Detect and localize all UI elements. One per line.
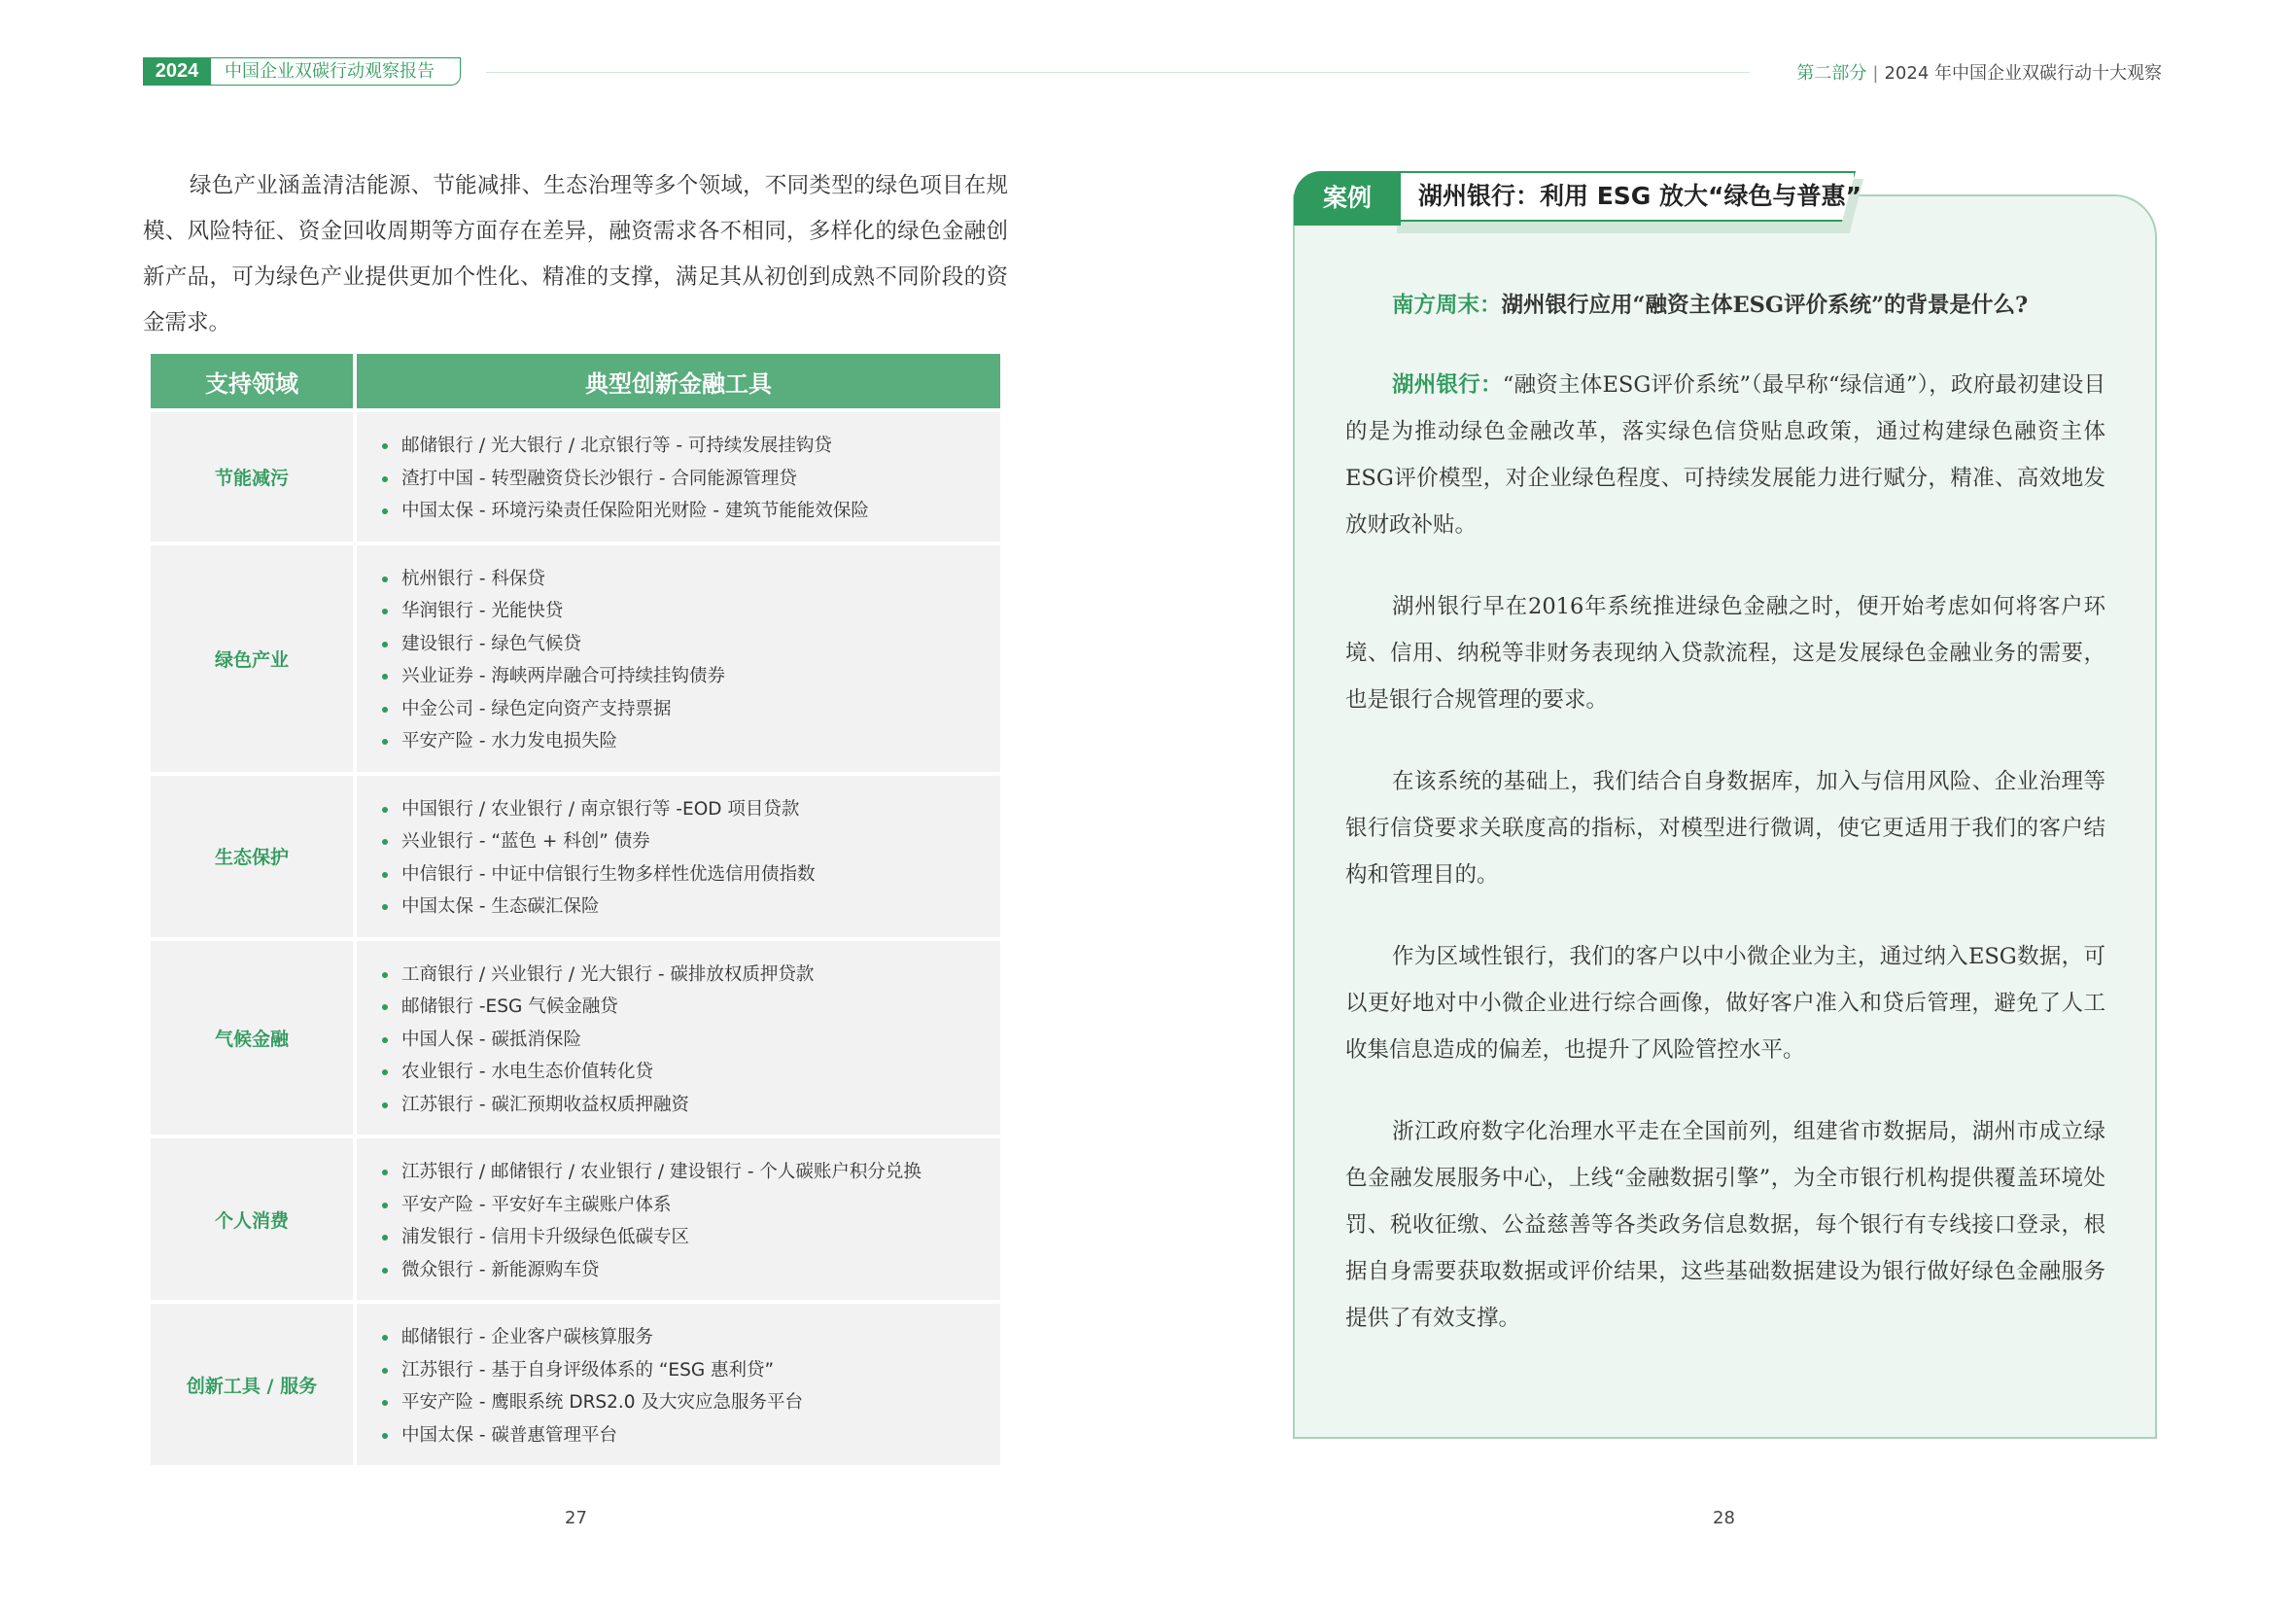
tools-cell: [357, 408, 1000, 542]
tool-item: 中国人保 - 碳抵消保险: [401, 1024, 1000, 1057]
case-paragraph: 浙江政府数字化治理水平走在全国前列，组建省市数据局，湖州市成立绿色金融发展服务中心，上线“金融数据引擎”，为全市银行机构提供覆盖环境处罚、税收征缴、公益慈善等各类政务信息数据，每个银行有专线接口登录，根据自身需要获取数据或评价结果，这些基础数据建设为银行做好绿色金融服务提供了有效支撑。: [1345, 1119, 2105, 1331]
tool-item: 中国太保 - 碳普惠管理平台: [401, 1419, 1000, 1452]
tool-item: 平安产险 - 平安好车主碳账户体系: [401, 1189, 1000, 1222]
table-row: [151, 772, 1000, 937]
table-row: [151, 408, 1000, 542]
tools-list: [357, 776, 1000, 937]
tool-item: 兴业银行 - “蓝色 + 科创” 债券: [401, 825, 1000, 858]
case-title: 湖州银行：利用 ESG 放大“绿色与普惠”: [1418, 182, 1861, 210]
tool-item: 江苏银行 - 碳汇预期收益权质押融资: [401, 1089, 1000, 1122]
tool-item: 江苏银行 / 邮储银行 / 农业银行 / 建设银行 - 个人碳账户积分兑换: [401, 1156, 1000, 1189]
tool-item: 微众银行 - 新能源购车贷: [401, 1254, 1000, 1287]
support-area-cell: 绿色产业: [151, 542, 353, 772]
table-header-category: 支持领域: [151, 354, 353, 408]
support-area-cell: 生态保护: [151, 772, 353, 937]
interview-question: [1345, 282, 2105, 329]
tools-list: [357, 545, 1000, 772]
tool-item: 中信银行 - 中证中信银行生物多样性优选信用债指数: [401, 858, 1000, 891]
tool-item: 邮储银行 / 光大银行 / 北京银行等 - 可持续发展挂钩贷: [401, 430, 1000, 463]
tools-cell: [357, 1135, 1000, 1300]
support-area-cell: 气候金融: [151, 937, 353, 1136]
table-row: [151, 1135, 1000, 1300]
tool-item: 杭州银行 - 科保贷: [401, 563, 1000, 596]
tool-item: 浦发银行 - 信用卡升级绿色低碳专区: [401, 1221, 1000, 1254]
case-paragraph: 作为区域性银行，我们的客户以中小微企业为主，通过纳入ESG数据，可以更好地对中小微企业进行综合画像，做好客户准入和贷后管理，避免了人工收集信息造成的偏差，也提升了风险管控水平。: [1345, 944, 2105, 1063]
answer-text: “融资主体ESG评价系统”（最早称“绿信通”），政府最初建设目的是为推动绿色金融改革，落实绿色信贷贴息政策，通过构建绿色融资主体ESG评价模型，对企业绿色程度、可持续发展能力进行赋分，精准、高效地发放财政补贴。: [1345, 372, 2105, 538]
section-header: [1796, 59, 2162, 85]
support-area-cell: 节能减污: [151, 408, 353, 542]
tools-cell: [357, 1300, 1000, 1465]
tool-item: 邮储银行 - 企业客户碳核算服务: [401, 1321, 1000, 1354]
page-number-left: 27: [565, 1508, 587, 1528]
case-label: 案例: [1294, 171, 1401, 226]
case-body: [1345, 282, 2105, 1377]
table-row: [151, 937, 1000, 1136]
section-title: 2024 年中国企业双碳行动十大观察: [1884, 63, 2162, 84]
report-title: 中国企业双碳行动观察报告: [211, 57, 461, 86]
answer-label: 湖州银行：: [1392, 372, 1503, 398]
part-label: 第二部分: [1796, 63, 1867, 84]
header-divider: [486, 72, 1750, 73]
case-paragraph: 湖州银行早在2016年系统推进绿色金融之时，便开始考虑如何将客户环境、信用、纳税等非财务表现纳入贷款流程，这是发展绿色金融业务的需要，也是银行合规管理的要求。: [1345, 594, 2105, 713]
support-area-cell: 创新工具 / 服务: [151, 1300, 353, 1465]
tool-item: 中金公司 - 绿色定向资产支持票据: [401, 693, 1000, 726]
page-number-right: 28: [1713, 1508, 1735, 1528]
question-text: 湖州银行应用“融资主体ESG评价系统”的背景是什么?: [1501, 293, 2029, 318]
question-label: 南方周末：: [1392, 293, 1502, 318]
tools-cell: [357, 937, 1000, 1136]
table-row: [151, 1300, 1000, 1465]
tool-item: 邮储银行 -ESG 气候金融贷: [401, 991, 1000, 1024]
tool-item: 平安产险 - 水力发电损失险: [401, 725, 1000, 758]
intro-paragraph: 绿色产业涵盖清洁能源、节能减排、生态治理等多个领域，不同类型的绿色项目在规模、风险特征、资金回收周期等方面存在差异，融资需求各不相同，多样化的绿色金融创新产品，可为绿色产业提供更加个性化、精准的支撑，满足其从初创到成熟不同阶段的资金需求。: [143, 173, 1008, 335]
report-header-badge: [143, 57, 461, 85]
tools-cell: [357, 772, 1000, 937]
table-row: [151, 542, 1000, 772]
green-finance-tools-table: [147, 354, 1004, 1465]
tools-list: [357, 1138, 1000, 1300]
table-header-tools: 典型创新金融工具: [357, 354, 1000, 408]
case-paragraph: 在该系统的基础上，我们结合自身数据库，加入与信用风险、企业治理等银行信贷要求关联度高的指标，对模型进行微调，使它更适用于我们的客户结构和管理目的。: [1345, 769, 2105, 888]
tool-item: 华润银行 - 光能快贷: [401, 595, 1000, 628]
table-body: [151, 408, 1000, 1465]
tool-item: 兴业证券 - 海峡两岸融合可持续挂钩债券: [401, 660, 1000, 693]
tools-list: [357, 412, 1000, 542]
tool-item: 中国太保 - 环境污染责任保险阳光财险 - 建筑节能能效保险: [401, 495, 1000, 528]
tools-cell: [357, 542, 1000, 772]
tool-item: 建设银行 - 绿色气候贷: [401, 628, 1000, 661]
support-area-cell: 个人消费: [151, 1135, 353, 1300]
tool-item: 中国银行 / 农业银行 / 南京银行等 -EOD 项目贷款: [401, 793, 1000, 826]
tool-item: 渣打中国 - 转型融资贷长沙银行 - 合同能源管理贷: [401, 463, 1000, 496]
tool-item: 平安产险 - 鹰眼系统 DRS2.0 及大灾应急服务平台: [401, 1386, 1000, 1419]
tool-item: 工商银行 / 兴业银行 / 光大银行 - 碳排放权质押贷款: [401, 959, 1000, 992]
tools-list: [357, 1304, 1000, 1465]
tool-item: 江苏银行 - 基于自身评级体系的 “ESG 惠利贷”: [401, 1354, 1000, 1387]
report-year: 2024: [143, 57, 211, 86]
tool-item: 中国太保 - 生态碳汇保险: [401, 891, 1000, 924]
interview-answer: [1345, 362, 2105, 548]
header-separator: |: [1872, 63, 1879, 84]
tool-item: 农业银行 - 水电生态价值转化贷: [401, 1056, 1000, 1089]
tools-list: [357, 941, 1000, 1136]
